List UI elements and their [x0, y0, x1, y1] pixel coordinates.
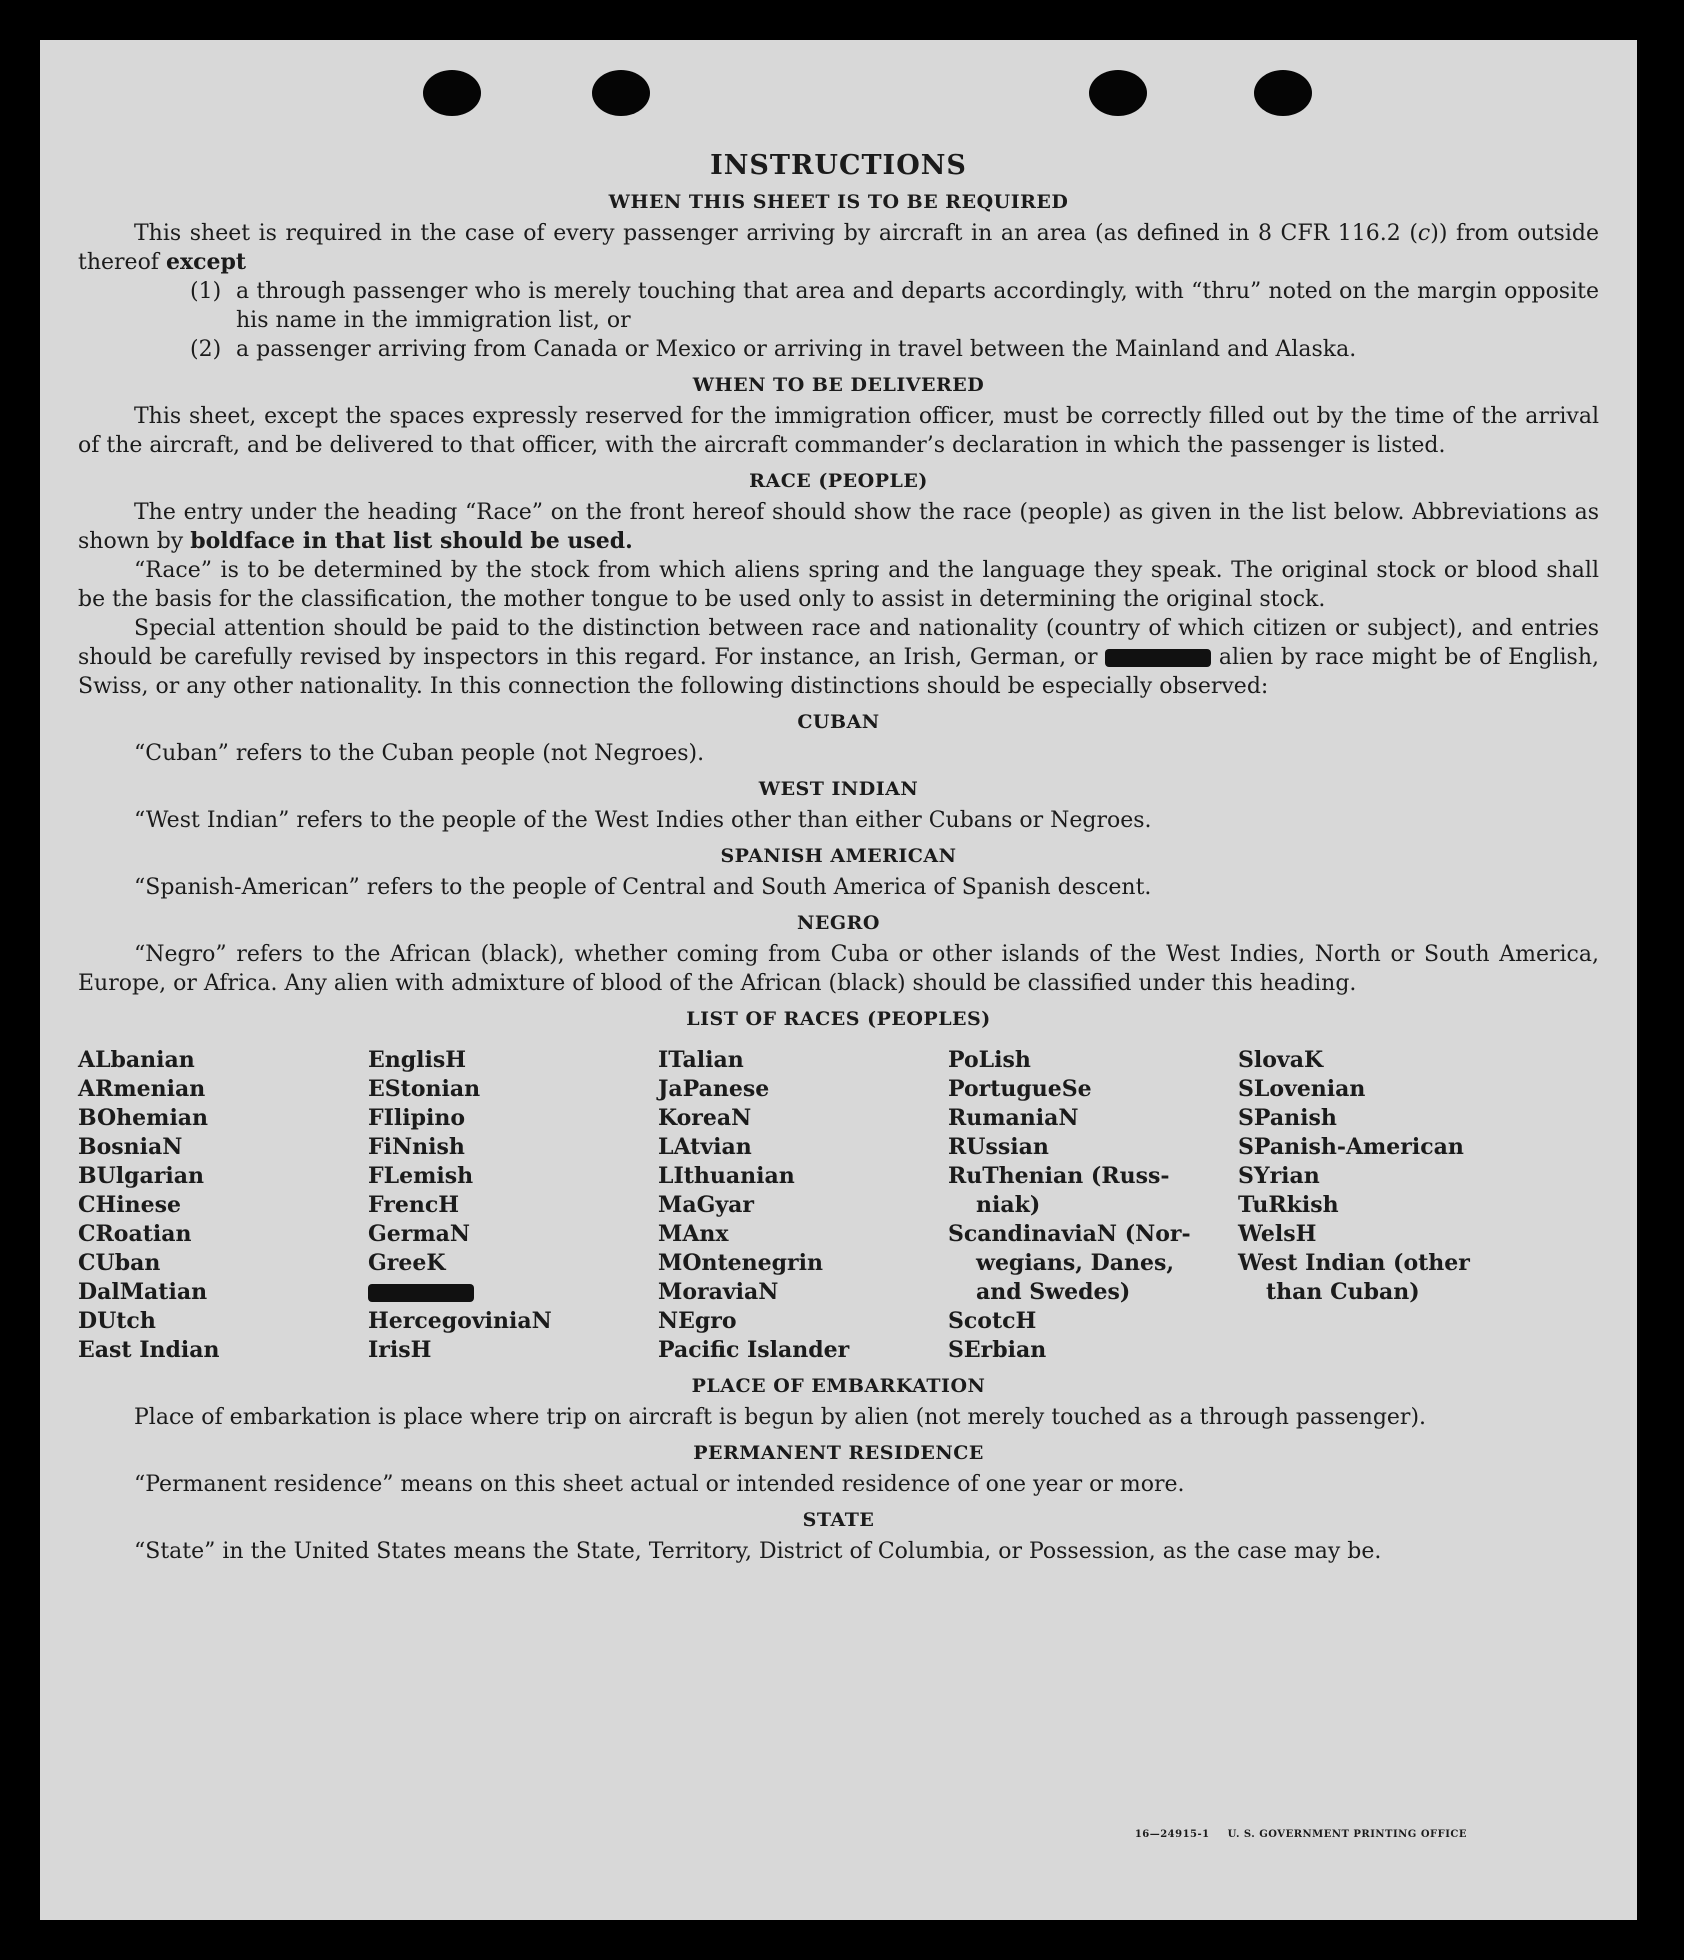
paragraph: Special attention should be paid to the distinction between race and nationality (country of which citizen or subject), and entries should be carefully revised by inspectors in this regard. For instance, an Irish, German, or alien by race might be of English, Swiss, or any other nationality. In this connection the following distinctions should be especially observed: — [78, 616, 1599, 699]
race-item: JaPanese — [658, 1076, 770, 1102]
race-item: SErbian — [948, 1337, 1047, 1363]
section-heading: PERMANENT RESIDENCE — [693, 1442, 984, 1464]
redaction-mark — [368, 1284, 474, 1302]
instructions-content — [78, 150, 1599, 1566]
race-item: CHinese — [78, 1192, 182, 1218]
race-item: CUban — [78, 1250, 161, 1276]
race-item: BUlgarian — [78, 1163, 204, 1189]
race-item: and Swedes) — [976, 1279, 1131, 1305]
race-item: ARmenian — [78, 1076, 206, 1102]
race-item: RumaniaN — [948, 1105, 1079, 1131]
race-item: MAnx — [658, 1221, 729, 1247]
race-item: PoLish — [948, 1047, 1031, 1073]
race-item: FLemish — [368, 1163, 474, 1189]
race-item: MOntenegrin — [658, 1250, 823, 1276]
paragraph: The entry under the heading “Race” on the front hereof should show the race (people) as given in the list below. Abbreviations as shown by boldface in that list should be used. — [78, 500, 1599, 554]
race-item: DUtch — [78, 1308, 156, 1334]
redaction-mark — [1105, 649, 1211, 667]
race-item: CRoatian — [78, 1221, 192, 1247]
form-code: 16—24915-1 — [1134, 1829, 1210, 1840]
section-heading: NEGRO — [797, 912, 880, 934]
section-heading: RACE (PEOPLE) — [749, 470, 928, 492]
list-item: (1) a through passenger who is merely touching that area and departs accordingly, with “thru” noted on the margin opposite his name in the immigration list, or — [190, 279, 1599, 333]
paragraph: “Permanent residence” means on this sheet actual or intended residence of one year or more. — [134, 1472, 1185, 1497]
section-heading: STATE — [802, 1509, 875, 1531]
print-footer — [1117, 1829, 1467, 1840]
race-item: ScandinaviaN (Nor- — [948, 1221, 1191, 1247]
race-item: MoraviaN — [658, 1279, 779, 1305]
paragraph: “State” in the United States means the State, Territory, District of Columbia, or Possession, as the case may be. — [134, 1539, 1382, 1564]
race-item: IrisH — [368, 1337, 432, 1363]
race-column — [948, 1046, 1238, 1365]
paragraph: “West Indian” refers to the people of the West Indies other than either Cubans or Negroes. — [134, 808, 1152, 833]
paragraph: “Race” is to be determined by the stock from which aliens spring and the language they speak. The original stock or blood shall be the basis for the classification, the mother tongue to be used only to assist in determining the original stock. — [78, 558, 1599, 612]
race-item: KoreaN — [658, 1105, 752, 1131]
race-item: Pacific Islander — [658, 1337, 850, 1363]
race-item: SlovaK — [1238, 1047, 1324, 1073]
race-item: TuRkish — [1238, 1192, 1339, 1218]
punch-hole — [592, 70, 650, 116]
section-heading: WEST INDIAN — [758, 778, 919, 800]
race-item: SPanish — [1238, 1105, 1337, 1131]
section-heading: WHEN TO BE DELIVERED — [692, 374, 985, 396]
redacted-race-item — [368, 1278, 658, 1307]
race-item: DalMatian — [78, 1279, 208, 1305]
punch-hole — [1089, 70, 1147, 116]
race-item: SYrian — [1238, 1163, 1320, 1189]
document-sheet — [40, 40, 1637, 1920]
race-item: NEgro — [658, 1308, 737, 1334]
race-item: ALbanian — [78, 1047, 195, 1073]
race-item: West Indian (other — [1238, 1250, 1470, 1276]
race-item: FiNnish — [368, 1134, 465, 1160]
race-item: EStonian — [368, 1076, 481, 1102]
race-item: GreeK — [368, 1250, 446, 1276]
race-item: WelsH — [1238, 1221, 1317, 1247]
section-heading: CUBAN — [797, 711, 880, 733]
race-item: LAtvian — [658, 1134, 752, 1160]
race-item: GermaN — [368, 1221, 471, 1247]
paragraph: “Cuban” refers to the Cuban people (not Negroes). — [134, 741, 705, 766]
section-heading: SPANISH AMERICAN — [720, 845, 957, 867]
race-item: BosniaN — [78, 1134, 183, 1160]
race-item: wegians, Danes, — [976, 1250, 1174, 1276]
race-item: RuThenian (Russ- — [948, 1163, 1170, 1189]
race-item: MaGyar — [658, 1192, 755, 1218]
race-item: FIlipino — [368, 1105, 466, 1131]
race-item: PortugueSe — [948, 1076, 1092, 1102]
punch-hole — [423, 70, 481, 116]
race-column — [658, 1046, 948, 1365]
paragraph: Place of embarkation is place where trip on aircraft is begun by alien (not merely touched as a through passenger). — [134, 1405, 1427, 1430]
section-heading: LIST OF RACES (PEOPLES) — [686, 1008, 991, 1030]
printing-office: U. S. GOVERNMENT PRINTING OFFICE — [1227, 1829, 1467, 1840]
section-heading: WHEN THIS SHEET IS TO BE REQUIRED — [608, 191, 1069, 213]
race-item: SPanish-American — [1238, 1134, 1464, 1160]
race-item: niak) — [976, 1192, 1041, 1218]
list-item: (2) a passenger arriving from Canada or Mexico or arriving in travel between the Mainland and Alaska. — [190, 337, 1357, 362]
section-heading: PLACE OF EMBARKATION — [691, 1375, 986, 1397]
punch-hole — [1254, 70, 1312, 116]
race-item: LIthuanian — [658, 1163, 795, 1189]
race-item: than Cuban) — [1266, 1279, 1420, 1305]
race-column — [368, 1046, 658, 1365]
page-title: INSTRUCTIONS — [710, 150, 967, 181]
paragraph: “Spanish-American” refers to the people of Central and South America of Spanish descent. — [134, 875, 1152, 900]
race-column — [78, 1046, 368, 1365]
race-item: HercegoviniaN — [368, 1308, 552, 1334]
paragraph: This sheet is required in the case of every passenger arriving by aircraft in an area (as defined in 8 CFR 116.2 (c)) from outside thereof except — [78, 221, 1599, 275]
paragraph: This sheet, except the spaces expressly reserved for the immigration officer, must be correctly filled out by the time of the arrival of the aircraft, and be delivered to that officer, with the aircraft commander’s declaration in which the passenger is listed. — [78, 404, 1599, 458]
race-item: BOhemian — [78, 1105, 209, 1131]
race-item: EnglisH — [368, 1047, 467, 1073]
race-item: East Indian — [78, 1337, 220, 1363]
race-item: FrencH — [368, 1192, 459, 1218]
race-item: RUssian — [948, 1134, 1049, 1160]
race-column — [1238, 1046, 1528, 1365]
race-item: ScotcH — [948, 1308, 1037, 1334]
race-item: ITalian — [658, 1047, 744, 1073]
race-item: SLovenian — [1238, 1076, 1366, 1102]
race-list — [78, 1046, 1599, 1365]
paragraph: “Negro” refers to the African (black), whether coming from Cuba or other islands of the West Indies, North or South America, Europe, or Africa. Any alien with admixture of blood of the African (black) should be classified under this heading. — [78, 942, 1599, 996]
